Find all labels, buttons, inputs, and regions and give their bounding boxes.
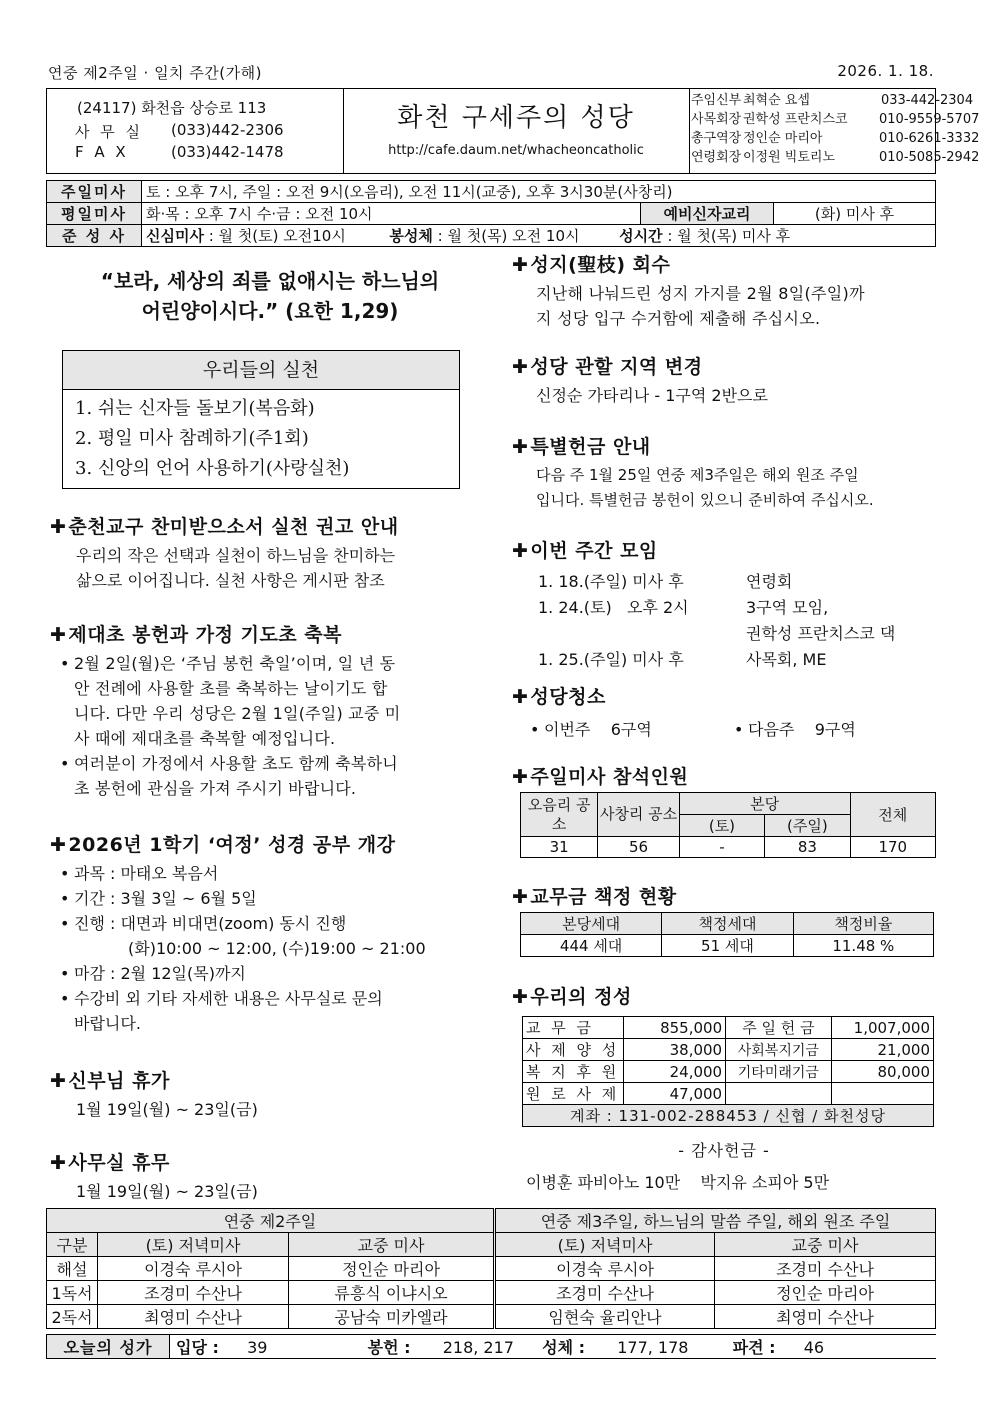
table-row xyxy=(47,1305,936,1329)
thanks-offering-title: - 감사헌금 - xyxy=(678,1141,770,1160)
weekday-mass-label: 평일미사 xyxy=(47,203,142,225)
col-header: (토) xyxy=(679,815,764,837)
district-section xyxy=(512,352,936,408)
offering-amount: 38,000 xyxy=(623,1039,725,1061)
dismissal-label: 파견 : xyxy=(732,1338,776,1357)
entrance-label: 입당 : xyxy=(176,1338,219,1357)
practice-item: 2. 평일 미사 참례하기(주1회) xyxy=(75,428,309,449)
holy-hour-label: 성시간 xyxy=(619,227,663,245)
table-row xyxy=(47,225,936,247)
staff-phone: 010-6261-3332 xyxy=(879,131,980,146)
roster-role: 1독서 xyxy=(47,1281,98,1305)
office-closed-section xyxy=(50,1148,475,1204)
attendance-section xyxy=(512,762,936,789)
section-title: ✚ 성당청소 xyxy=(512,686,606,708)
practice-title: 우리들의 실천 xyxy=(63,351,459,390)
offering-section xyxy=(512,982,936,1009)
district-change: 신정순 가타리나 - 1구역 2반으로 xyxy=(536,386,768,405)
vacation-dates: 1월 19일(월) ~ 23일(금) xyxy=(76,1100,258,1119)
col-header: 본당세대 xyxy=(521,913,662,935)
devotion-mass-label: 신심미사 xyxy=(146,227,204,245)
bulletin-top-line xyxy=(48,62,936,83)
staff-row xyxy=(689,129,980,148)
staff-name: 정인순 마리아 xyxy=(743,131,823,146)
fax-phone: (033)442-1478 xyxy=(171,143,284,161)
staff-role: 총구역장 xyxy=(691,131,742,146)
table-row xyxy=(47,1335,937,1359)
section-title: ✚ 주일미사 참석인원 xyxy=(512,766,689,788)
table-row xyxy=(47,181,936,203)
table-cell: 170 xyxy=(850,837,935,858)
col-header: 사창리 공소 xyxy=(598,793,679,837)
practice-item: 3. 신앙의 언어 사용하기(사랑실천) xyxy=(75,458,350,479)
section-title: ✚ 춘천교구 찬미받으소서 실천 권고 안내 xyxy=(50,516,399,538)
fax-label: F A X xyxy=(75,143,129,161)
table-cell: 51 세대 xyxy=(662,935,793,957)
roster-cell: 공남숙 미카엘라 xyxy=(289,1305,495,1329)
roster-cell: 이경숙 루시아 xyxy=(495,1257,715,1281)
section-title: ✚ 성당 관할 지역 변경 xyxy=(512,356,703,378)
roster-cell: 최영미 수산나 xyxy=(98,1305,289,1329)
cross-icon: ✚ xyxy=(50,834,67,856)
office-phone: (033)442-2306 xyxy=(171,121,284,139)
staff-name: 권학성 프란치스코 xyxy=(743,112,848,127)
bible-study-section xyxy=(50,830,475,1036)
section-title: ✚ 교무금 책정 현황 xyxy=(512,886,677,908)
cross-icon: ✚ xyxy=(50,624,67,646)
offering-amount: 21,000 xyxy=(831,1039,933,1061)
cross-icon: ✚ xyxy=(512,686,529,708)
roster-cell: 최영미 수산나 xyxy=(715,1305,936,1329)
roster-role: 해설 xyxy=(47,1257,98,1281)
section-title: ✚ 신부님 휴가 xyxy=(50,1070,170,1092)
meeting-row: 1. 25.(주일) 미사 후 사목회, ME xyxy=(538,650,827,669)
col-header: 오음리 공소 xyxy=(521,793,598,837)
table-row xyxy=(521,837,936,858)
office-closed-dates: 1월 19일(월) ~ 23일(금) xyxy=(76,1182,258,1201)
table-cell: 11.48 % xyxy=(793,935,933,957)
staff-role: 주임신부 xyxy=(691,93,742,108)
candles-section xyxy=(50,620,475,801)
table-row xyxy=(523,1017,934,1039)
roster-cell: 이경숙 루시아 xyxy=(98,1257,289,1281)
table-row xyxy=(523,1083,934,1105)
devotion-mass-time: : 월 첫(토) 오전10시 xyxy=(203,227,346,245)
section-title: ✚ 2026년 1학기 ‘여정’ 성경 공부 개강 xyxy=(50,834,396,856)
church-header xyxy=(46,88,980,174)
section-title: ✚ 이번 주간 모임 xyxy=(512,540,658,562)
cafe-url[interactable]: http://cafe.daum.net/whacheoncatholic xyxy=(388,143,644,158)
roster-cell: 류흥식 이냐시오 xyxy=(289,1281,495,1305)
offering-amount: 1,007,000 xyxy=(831,1017,933,1039)
offering-amount: 855,000 xyxy=(623,1017,725,1039)
bullet-item: • 마감 : 2월 12일(목)까지 xyxy=(60,961,475,986)
gospel-quote xyxy=(60,266,480,326)
staff-list xyxy=(689,91,980,167)
text-line: 우리의 작은 선택과 실천이 하느님을 찬미하는 xyxy=(76,546,396,565)
table-cell: 83 xyxy=(765,837,850,858)
mass-schedule-table xyxy=(46,180,936,247)
attendance-table xyxy=(520,792,936,858)
offering-amount: 24,000 xyxy=(623,1061,725,1083)
laudato-section xyxy=(50,512,475,593)
meeting-row: 권학성 프란치스코 댁 xyxy=(746,624,896,643)
text-line: 지난해 나눠드린 성지 가지를 2월 8일(주일)까 xyxy=(536,284,865,303)
offering-label: 주 일 헌 금 xyxy=(726,1017,831,1039)
col-header: 책정세대 xyxy=(662,913,793,935)
hymns-label: 오늘의 성가 xyxy=(47,1335,170,1359)
table-row xyxy=(523,1105,934,1127)
practice-item: 1. 쉬는 신자들 돌보기(복음화) xyxy=(75,398,315,419)
cross-icon: ✚ xyxy=(512,540,529,562)
section-title: ✚ 특별헌금 안내 xyxy=(512,436,651,458)
col-header: 본당 xyxy=(679,793,850,815)
section-title: ✚ 사무실 휴무 xyxy=(50,1152,170,1174)
address: (24117) 화천읍 상승로 113 xyxy=(77,99,267,117)
table-row xyxy=(523,1039,934,1061)
text-line: 지 성당 입구 수거함에 제출해 주십시오. xyxy=(536,309,821,328)
offering-label: 복 지 후 원 xyxy=(523,1061,624,1083)
table-row xyxy=(523,1061,934,1083)
liturgy-roster-table xyxy=(46,1208,936,1329)
staff-row xyxy=(689,148,980,167)
section-title: ✚ 우리의 정성 xyxy=(512,986,632,1008)
col-header: 교중 미사 xyxy=(715,1233,936,1257)
holy-hour-time: : 월 첫(목) 미사 후 xyxy=(662,227,791,245)
church-title-block xyxy=(343,89,690,173)
table-row xyxy=(521,913,934,935)
section-title: ✚ 성지(聖枝) 회수 xyxy=(512,254,671,276)
liturgical-week: 연중 제2주일 · 일치 주간(가해) xyxy=(48,64,262,82)
dismissal-hymn: 46 xyxy=(803,1338,825,1357)
col-header: 전체 xyxy=(850,793,935,837)
col-header: (주일) xyxy=(765,815,850,837)
col-header: (토) 저녁미사 xyxy=(98,1233,289,1257)
sunday-mass-times: 토 : 오후 7시, 주일 : 오전 9시(오음리), 오전 11시(교중), 오후 3시30분(사창리) xyxy=(142,181,936,203)
catechumen-time: (화) 미사 후 xyxy=(774,203,936,225)
offering-table xyxy=(522,1016,934,1127)
contact-info xyxy=(47,89,344,173)
palm-section xyxy=(512,250,936,331)
hymns-table xyxy=(46,1334,936,1359)
cross-icon: ✚ xyxy=(50,1152,67,1174)
table-row xyxy=(47,1233,936,1257)
communion-label: 성체 : xyxy=(542,1338,586,1357)
table-row xyxy=(521,935,934,957)
offering-label: 기타미래기금 xyxy=(726,1061,831,1083)
roster-cell: 조경미 수산나 xyxy=(98,1281,289,1305)
offering-label: 사 제 양 성 xyxy=(523,1039,624,1061)
col-header: 구분 xyxy=(47,1233,98,1257)
bullet-item: • 수강비 외 기타 자세한 내용은 사무실로 문의 바랍니다. xyxy=(60,986,475,1036)
offering-amount xyxy=(831,1083,933,1105)
table-row xyxy=(521,793,936,815)
table-row xyxy=(47,1209,936,1233)
table-row xyxy=(47,1257,936,1281)
staff-role: 사목회장 xyxy=(691,112,742,127)
cross-icon: ✚ xyxy=(50,1070,67,1092)
tithe-table xyxy=(520,912,934,957)
meeting-row: 1. 18.(주일) 미사 후 연령회 xyxy=(538,572,793,591)
table-row xyxy=(47,203,936,225)
roster-cell: 정인순 마리아 xyxy=(289,1257,495,1281)
sick-communion-label: 봉성체 xyxy=(389,227,433,245)
special-offering-section xyxy=(512,432,942,513)
offertory-hymn: 218, 217 xyxy=(442,1338,514,1357)
table-row xyxy=(47,1281,936,1305)
offering-label: 원 로 사 제 xyxy=(523,1083,624,1105)
offering-label: 사회복지기금 xyxy=(726,1039,831,1061)
roster-week-header: 연중 제2주일 xyxy=(47,1209,495,1233)
sunday-mass-label: 주일미사 xyxy=(47,181,142,203)
staff-phone: 010-5085-2942 xyxy=(879,150,980,165)
catechumen-label: 예비신자교리 xyxy=(641,203,774,225)
roster-week-header: 연중 제3주일, 하느님의 말씀 주일, 해외 원조 주일 xyxy=(495,1209,936,1233)
roster-cell: 정인순 마리아 xyxy=(715,1281,936,1305)
cross-icon: ✚ xyxy=(512,436,529,458)
staff-name: 최혁순 요셉 xyxy=(743,93,810,108)
offertory-label: 봉헌 : xyxy=(367,1338,411,1357)
text-line: 다음 주 1월 25일 연중 제3주일은 해외 원조 주일 xyxy=(536,466,859,484)
sick-communion-time: : 월 첫(목) 오전 10시 xyxy=(432,227,580,245)
table-cell: - xyxy=(679,837,764,858)
cleaning-this-week: • 이번주 6구역 xyxy=(530,717,652,742)
cleaning-next-week: • 다음주 9구역 xyxy=(734,717,856,742)
priest-vacation-section xyxy=(50,1066,475,1122)
table-cell: 31 xyxy=(521,837,598,858)
sacrament-prep-times xyxy=(142,225,936,247)
bible-times: (화)10:00 ~ 12:00, (수)19:00 ~ 21:00 xyxy=(128,939,426,958)
offering-label: 교 무 금 xyxy=(523,1017,624,1039)
offering-amount: 47,000 xyxy=(623,1083,725,1105)
staff-phone: 033-442-2304 xyxy=(881,93,974,108)
staff-name: 이정원 빅토리노 xyxy=(743,150,836,165)
bullet-item: • 여러분이 가정에서 사용할 초도 함께 축복하니 초 봉헌에 관심을 가져 주시기 바랍니다. xyxy=(60,751,475,801)
text-line: 삶으로 이어집니다. 실천 사항은 게시판 참조 xyxy=(76,571,385,590)
tithe-section xyxy=(512,882,936,909)
cross-icon: ✚ xyxy=(512,886,529,908)
bulletin-date: 2026. 1. 18. xyxy=(837,62,934,80)
roster-role: 2독서 xyxy=(47,1305,98,1329)
cross-icon: ✚ xyxy=(512,766,529,788)
roster-cell: 조경미 수산나 xyxy=(715,1257,936,1281)
offering-amount: 80,000 xyxy=(831,1061,933,1083)
bullet-item: • 2월 2일(월)은 ‘주님 봉헌 축일’이며, 일 년 동 안 전례에 사용할 초를 축복하는 날이기도 합 니다. 다만 우리 성당은 2월 1일(주일) 교중 미 사 때에 제대초를 축복할 예정입니다. xyxy=(60,651,475,751)
col-header: 교중 미사 xyxy=(289,1233,495,1257)
entrance-hymn: 39 xyxy=(247,1338,268,1357)
quote-line: “보라, 세상의 죄를 없애시는 하느님의 xyxy=(100,269,440,293)
cross-icon: ✚ xyxy=(50,516,67,538)
meeting-row: 1. 24.(토) 오후 2시 3구역 모임, xyxy=(538,598,829,617)
roster-cell: 조경미 수산나 xyxy=(495,1281,715,1305)
roster-cell: 임현숙 율리안나 xyxy=(495,1305,715,1329)
meetings-section xyxy=(512,536,936,673)
text-line: 입니다. 특별헌금 봉헌이 있으니 준비하여 주십시오. xyxy=(536,491,874,509)
staff-row xyxy=(689,110,980,129)
section-title: ✚ 제대초 봉헌과 가정 기도초 축복 xyxy=(50,624,342,646)
cross-icon: ✚ xyxy=(512,356,529,378)
cross-icon: ✚ xyxy=(512,254,529,276)
quote-line: 어린양이시다.” (요한 1,29) xyxy=(141,299,399,323)
practice-box xyxy=(62,350,460,489)
col-header: (토) 저녁미사 xyxy=(495,1233,715,1257)
col-header: 책정비율 xyxy=(793,913,933,935)
church-name: 화천 구세주의 성당 xyxy=(397,103,635,133)
cleaning-section xyxy=(512,682,936,743)
bank-account: 계좌 : 131-002-288453 / 신협 / 화천성당 xyxy=(523,1105,934,1127)
staff-row xyxy=(689,91,974,110)
staff-role: 연령회장 xyxy=(691,150,742,165)
thanks-offering-donors: 이병훈 파비아노 10만 박지유 소피아 5만 xyxy=(526,1173,830,1192)
hymns-list xyxy=(170,1335,937,1359)
table-cell: 444 세대 xyxy=(521,935,662,957)
bullet-item: • 기간 : 3월 3일 ~ 6월 5일 xyxy=(60,886,475,911)
cross-icon: ✚ xyxy=(512,986,529,1008)
communion-hymn: 177, 178 xyxy=(617,1338,689,1357)
bullet-item: • 과목 : 마태오 복음서 xyxy=(60,861,475,886)
table-cell: 56 xyxy=(598,837,679,858)
sacrament-prep-label: 준 성 사 xyxy=(47,225,142,247)
staff-phone: 010-9559-5707 xyxy=(879,112,980,127)
weekday-mass-times: 화·목 : 오후 7시 수·금 : 오전 10시 xyxy=(142,203,641,225)
bullet-item: • 진행 : 대면과 비대면(zoom) 동시 진행 xyxy=(60,911,475,936)
office-label: 사 무 실 xyxy=(75,123,144,141)
offering-label xyxy=(726,1083,831,1105)
